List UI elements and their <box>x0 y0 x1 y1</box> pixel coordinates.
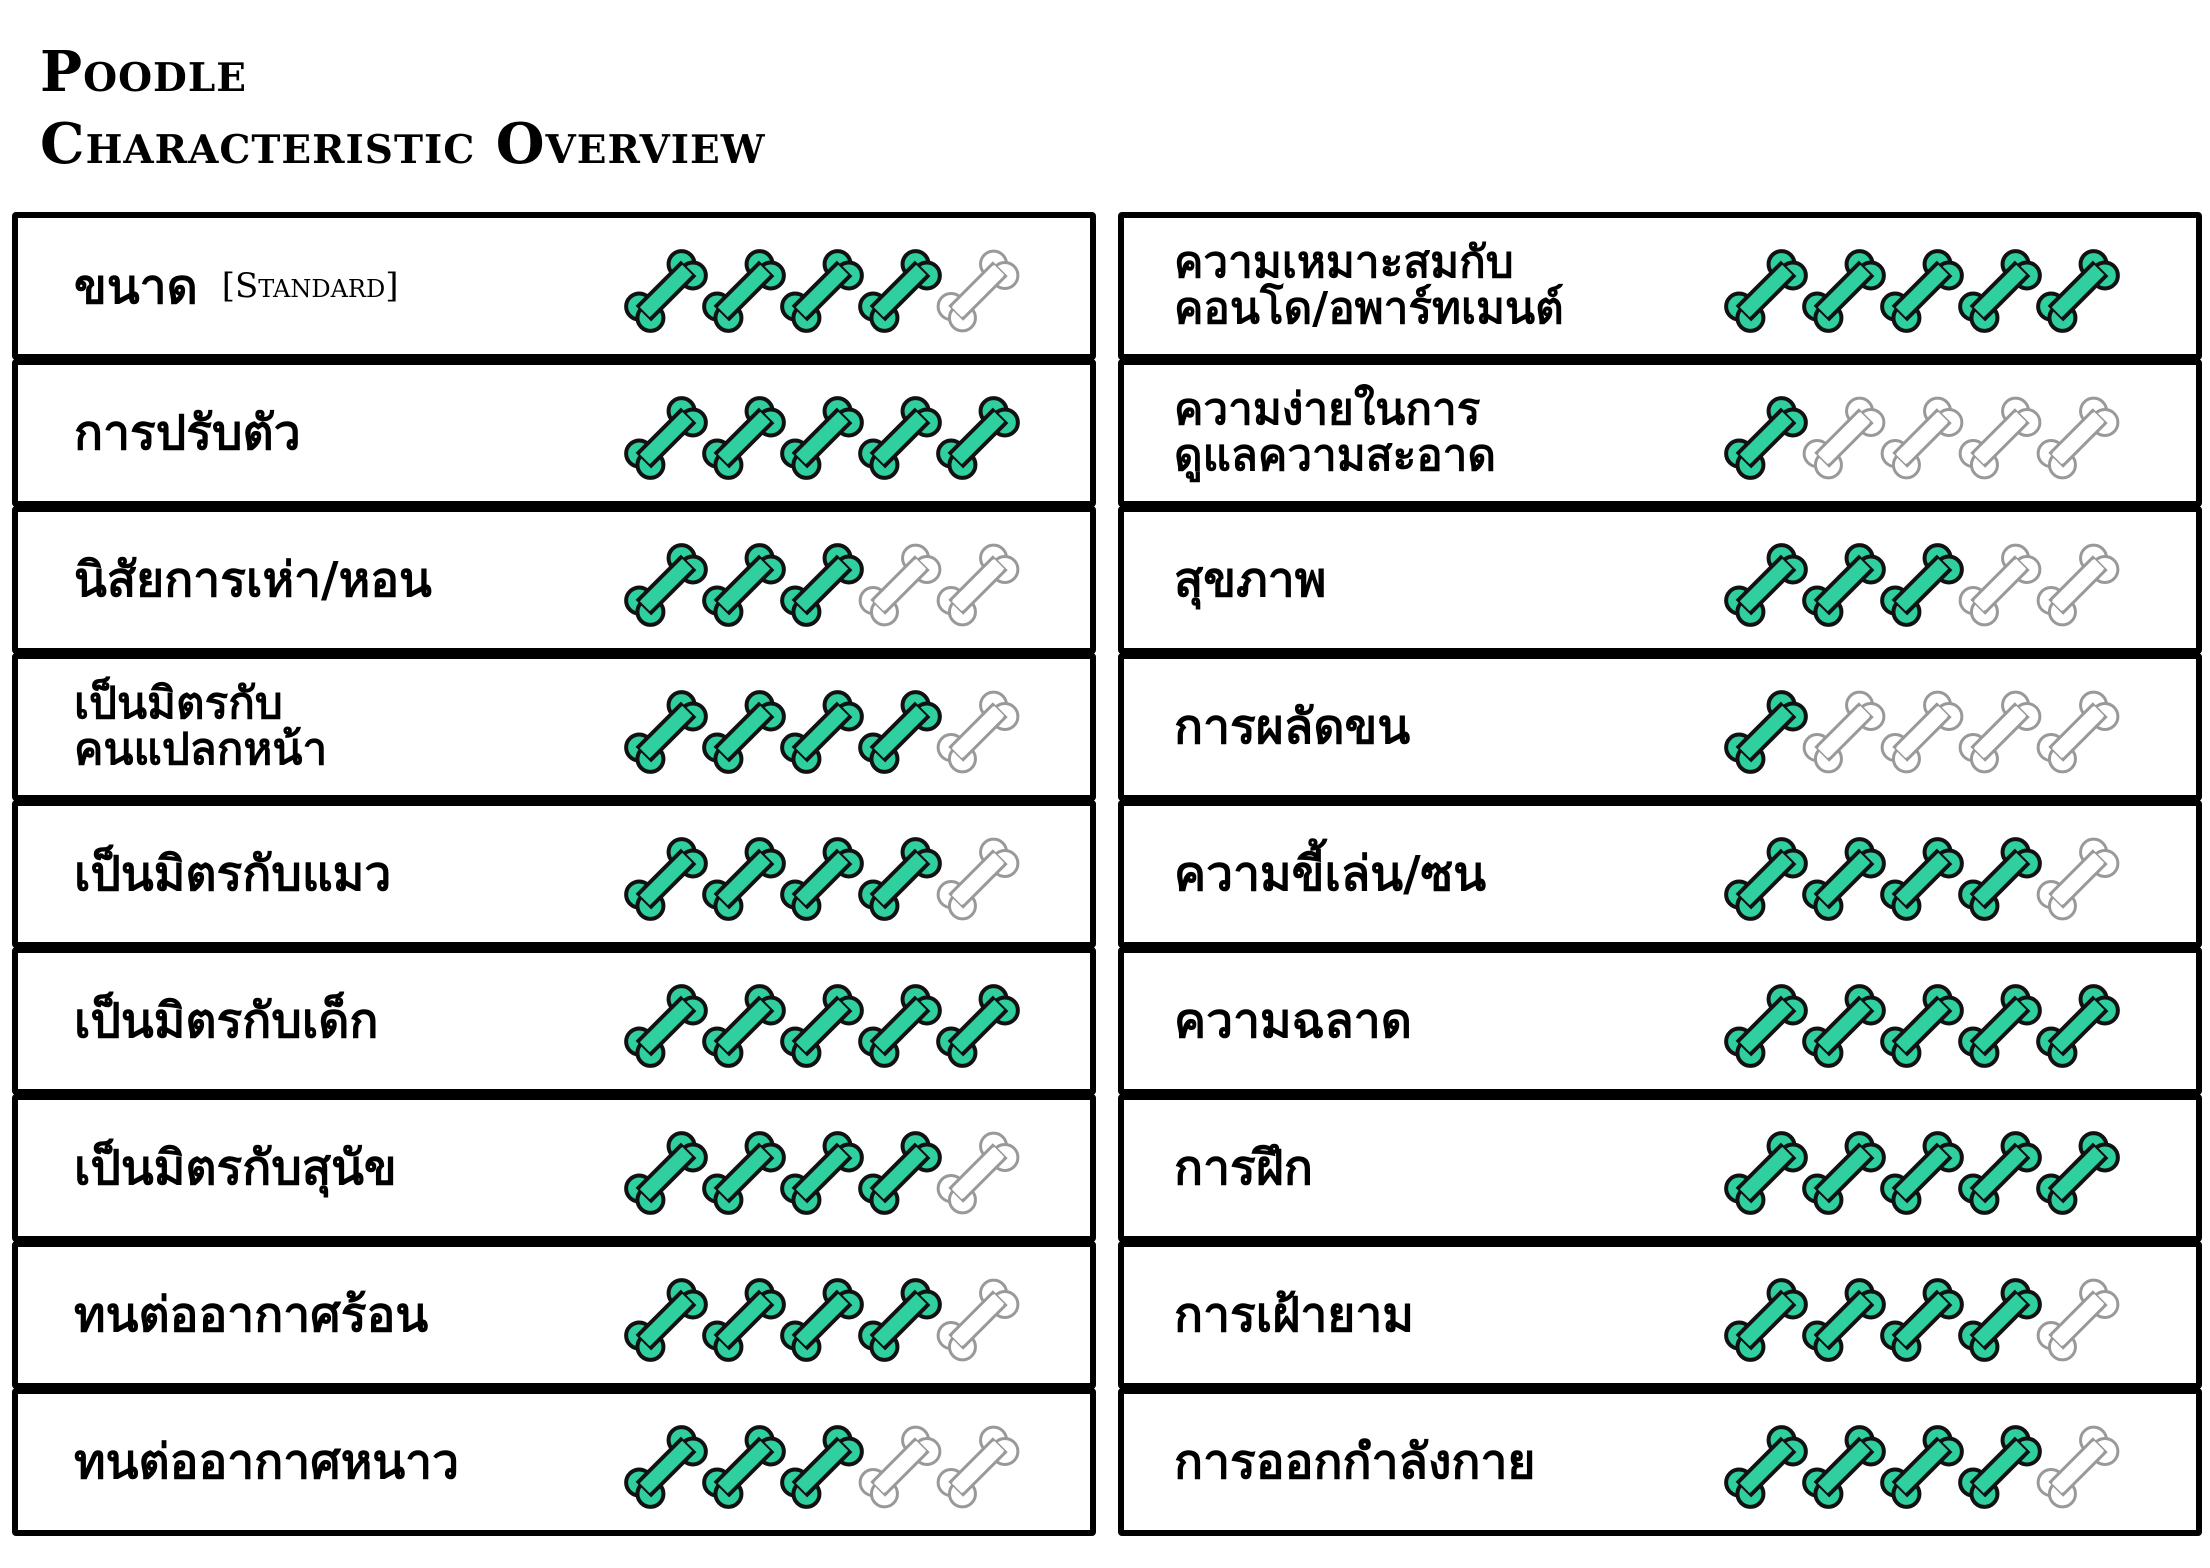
bone-filled-icon <box>699 1128 790 1219</box>
bone-rating <box>621 684 1041 784</box>
rating-label-line: ความฉลาด <box>1174 993 1412 1049</box>
bone-filled-icon <box>1799 1275 1890 1366</box>
bone-empty-icon <box>1955 540 2046 631</box>
rating-label <box>1174 218 1564 354</box>
bone-filled-icon <box>777 1275 868 1366</box>
rating-label-line: ทนต่ออากาศร้อน <box>74 1287 429 1343</box>
bone-empty-icon <box>2033 687 2124 778</box>
bone-filled-icon <box>777 246 868 337</box>
bone-filled-icon <box>699 246 790 337</box>
bone-filled-icon <box>855 393 946 484</box>
bone-empty-icon <box>2033 834 2124 925</box>
bone-filled-icon <box>621 1422 711 1513</box>
rating-row <box>1118 1094 2202 1242</box>
bone-filled-icon <box>699 687 790 778</box>
bone-filled-icon <box>621 246 711 337</box>
bone-rating <box>621 537 1041 637</box>
rating-label-line: คนแปลกหน้า <box>74 724 328 775</box>
rating-label-line: ความเหมาะสมกับ <box>1174 237 1514 288</box>
bone-empty-icon <box>2033 1422 2124 1513</box>
bone-filled-icon <box>855 246 946 337</box>
bone-filled-icon <box>621 393 711 484</box>
rating-label <box>1174 1394 1536 1530</box>
bone-filled-icon <box>699 981 790 1072</box>
bone-filled-icon <box>777 1128 868 1219</box>
bone-filled-icon <box>1721 687 1811 778</box>
bone-filled-icon <box>1721 981 1811 1072</box>
bone-filled-icon <box>699 393 790 484</box>
rating-label-line: การออกกำลังกาย <box>1174 1434 1536 1490</box>
bone-filled-icon <box>933 393 1024 484</box>
bone-filled-icon <box>1799 540 1890 631</box>
rating-label-line: เป็นมิตรกับเด็ก <box>74 993 379 1049</box>
bone-filled-icon <box>621 1275 711 1366</box>
bone-filled-icon <box>777 393 868 484</box>
rating-row <box>1118 359 2202 507</box>
bone-filled-icon <box>699 1275 790 1366</box>
rating-row <box>1118 947 2202 1095</box>
bone-filled-icon <box>621 1128 711 1219</box>
rating-row <box>12 1388 1096 1536</box>
bone-filled-icon <box>1799 1422 1890 1513</box>
bone-rating <box>1721 1419 2141 1519</box>
bone-empty-icon <box>933 1275 1024 1366</box>
bone-rating <box>621 831 1041 931</box>
rating-label-line: ความง่ายในการ <box>1174 384 1481 435</box>
bone-filled-icon <box>1721 1422 1811 1513</box>
bone-filled-icon <box>1877 981 1968 1072</box>
rating-label-line: เป็นมิตรกับสุนัข <box>74 1140 397 1196</box>
rating-row <box>12 1241 1096 1389</box>
rating-row <box>1118 506 2202 654</box>
rating-label-line: การฝึก <box>1174 1140 1313 1196</box>
bone-filled-icon <box>855 1275 946 1366</box>
bone-filled-icon <box>933 981 1024 1072</box>
bone-filled-icon <box>1955 1275 2046 1366</box>
rating-row <box>1118 212 2202 360</box>
bone-filled-icon <box>1955 981 2046 1072</box>
rating-label <box>1174 1247 1414 1383</box>
bone-filled-icon <box>1721 1128 1811 1219</box>
bone-filled-icon <box>777 981 868 1072</box>
bone-empty-icon <box>1955 687 2046 778</box>
rating-label-line: เป็นมิตรกับแมว <box>74 846 392 902</box>
bone-filled-icon <box>1955 1422 2046 1513</box>
bone-rating <box>1721 243 2141 343</box>
rating-label <box>1174 806 1486 942</box>
bone-filled-icon <box>2033 246 2124 337</box>
bone-filled-icon <box>621 540 711 631</box>
bone-rating <box>1721 978 2141 1078</box>
bone-filled-icon <box>699 1422 790 1513</box>
rating-label <box>74 512 432 648</box>
bone-rating <box>621 978 1041 1078</box>
bone-filled-icon <box>1799 981 1890 1072</box>
rating-label-line: ความขี้เล่น/ซน <box>1174 846 1487 902</box>
bone-filled-icon <box>1955 246 2046 337</box>
rating-label <box>74 1394 459 1530</box>
bone-rating <box>621 390 1041 490</box>
bone-filled-icon <box>699 834 790 925</box>
bone-filled-icon <box>2033 981 2124 1072</box>
bone-rating <box>621 1272 1041 1372</box>
rating-label-line: ขนาด [Standard] <box>74 258 399 315</box>
rating-label <box>74 218 399 354</box>
rating-label <box>1174 953 1412 1089</box>
bone-filled-icon <box>777 687 868 778</box>
bone-filled-icon <box>1877 540 1968 631</box>
bone-filled-icon <box>777 540 868 631</box>
bone-filled-icon <box>777 1422 868 1513</box>
bone-empty-icon <box>855 1422 946 1513</box>
rating-label <box>1174 659 1410 795</box>
bone-filled-icon <box>1721 540 1811 631</box>
bone-filled-icon <box>855 1128 946 1219</box>
bone-rating <box>621 243 1041 343</box>
bone-filled-icon <box>2033 1128 2124 1219</box>
bone-rating <box>1721 1272 2141 1372</box>
rating-row <box>12 947 1096 1095</box>
rating-label-line: ทนต่ออากาศหนาว <box>74 1434 460 1490</box>
bone-filled-icon <box>1721 834 1811 925</box>
rating-label-line: คอนโด/อพาร์ทเมนต์ <box>1174 283 1564 334</box>
bone-empty-icon <box>2033 393 2124 484</box>
rating-label-line: สุขภาพ <box>1174 552 1327 608</box>
title-line-breed: Poodle <box>40 39 248 105</box>
rating-row <box>1118 1388 2202 1536</box>
rating-label <box>74 659 327 795</box>
bone-empty-icon <box>2033 540 2124 631</box>
bone-filled-icon <box>1721 1275 1811 1366</box>
bone-filled-icon <box>1877 246 1968 337</box>
bone-filled-icon <box>1877 1422 1968 1513</box>
bone-filled-icon <box>621 834 711 925</box>
rating-row <box>12 506 1096 654</box>
bone-filled-icon <box>621 687 711 778</box>
rating-label-line: นิสัยการเห่า/หอน <box>74 552 432 608</box>
rating-row <box>12 1094 1096 1242</box>
bone-filled-icon <box>1721 246 1811 337</box>
bone-filled-icon <box>1799 246 1890 337</box>
bone-filled-icon <box>1721 393 1811 484</box>
rating-row <box>12 359 1096 507</box>
title-line-overview: Characteristic Overview <box>40 111 766 177</box>
rating-label <box>74 953 378 1089</box>
rating-label-line: เป็นมิตรกับ <box>74 678 283 729</box>
rating-label <box>74 365 301 501</box>
bone-filled-icon <box>1799 1128 1890 1219</box>
bone-filled-icon <box>1955 834 2046 925</box>
bone-filled-icon <box>855 687 946 778</box>
rating-label-line: ดูแลความสะอาด <box>1174 430 1496 481</box>
bone-filled-icon <box>1877 1275 1968 1366</box>
bone-empty-icon <box>933 246 1024 337</box>
page-title <box>40 36 766 180</box>
bone-filled-icon <box>699 540 790 631</box>
bone-filled-icon <box>1877 1128 1968 1219</box>
bone-filled-icon <box>777 834 868 925</box>
bone-rating <box>621 1419 1041 1519</box>
bone-empty-icon <box>1955 393 2046 484</box>
bone-rating <box>1721 831 2141 931</box>
rating-label-line: การผลัดขน <box>1174 699 1411 755</box>
bone-empty-icon <box>933 687 1024 778</box>
bone-empty-icon <box>855 540 946 631</box>
rating-label <box>74 806 391 942</box>
rating-row <box>1118 653 2202 801</box>
bone-filled-icon <box>855 981 946 1072</box>
rating-row <box>1118 800 2202 948</box>
bone-empty-icon <box>1877 393 1968 484</box>
bone-rating <box>1721 390 2141 490</box>
rating-row <box>1118 1241 2202 1389</box>
rating-label <box>74 1247 428 1383</box>
rating-label <box>1174 1100 1313 1236</box>
rating-row <box>12 800 1096 948</box>
bone-filled-icon <box>855 834 946 925</box>
rating-row <box>12 653 1096 801</box>
rating-row <box>12 212 1096 360</box>
bone-filled-icon <box>1955 1128 2046 1219</box>
bone-empty-icon <box>933 1422 1024 1513</box>
rating-label-sub: [Standard] <box>221 265 399 306</box>
bone-filled-icon <box>1799 834 1890 925</box>
rating-label-line: การเฝ้ายาม <box>1174 1287 1414 1343</box>
bone-empty-icon <box>933 540 1024 631</box>
bone-empty-icon <box>933 834 1024 925</box>
bone-rating <box>621 1125 1041 1225</box>
rating-label <box>1174 365 1496 501</box>
bone-empty-icon <box>2033 1275 2124 1366</box>
bone-rating <box>1721 684 2141 784</box>
rating-label <box>74 1100 397 1236</box>
bone-rating <box>1721 1125 2141 1225</box>
bone-empty-icon <box>1799 393 1890 484</box>
rating-label <box>1174 512 1326 648</box>
bone-empty-icon <box>1799 687 1890 778</box>
bone-filled-icon <box>621 981 711 1072</box>
rating-label-line: การปรับตัว <box>74 405 301 461</box>
bone-filled-icon <box>1877 834 1968 925</box>
bone-rating <box>1721 537 2141 637</box>
bone-empty-icon <box>1877 687 1968 778</box>
bone-empty-icon <box>933 1128 1024 1219</box>
